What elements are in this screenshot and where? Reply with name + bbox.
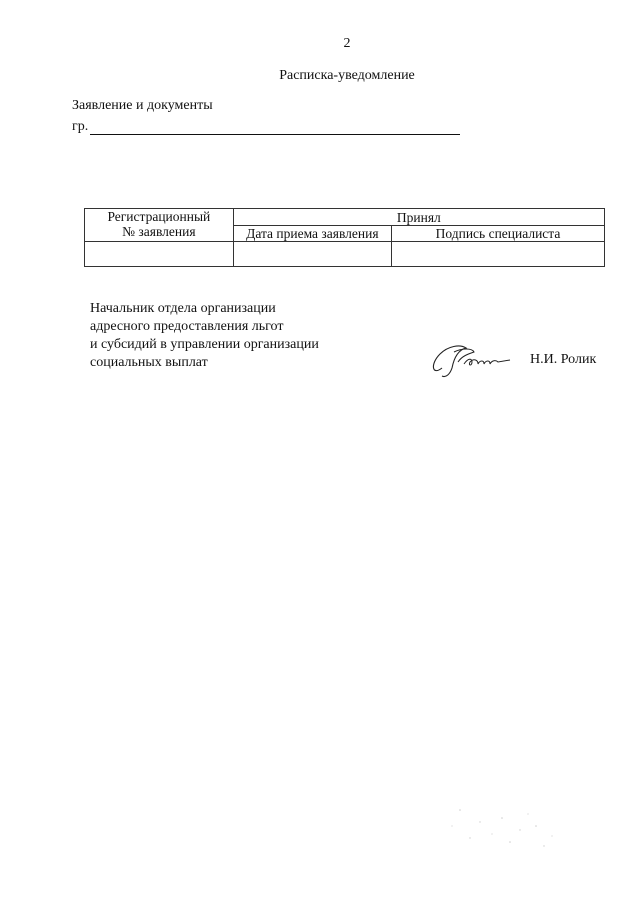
signer-position: [90, 300, 319, 372]
header-registration-number: [85, 209, 234, 242]
citizen-line: [72, 119, 460, 135]
header-registration-line1: Регистрационный: [107, 209, 211, 224]
signer-position-line: и субсидий в управлении организации: [90, 337, 319, 352]
table-cell: [85, 242, 234, 267]
scan-artifacts: [440, 790, 570, 860]
citizen-prefix: гр.: [72, 119, 89, 134]
signer-position-line: адресного предоставления льгот: [90, 319, 284, 334]
signer-name: Н.И. Ролик: [530, 352, 597, 367]
signer-position-line: Начальник отдела организации: [90, 301, 276, 316]
page-number: 2: [343, 36, 351, 51]
header-date: Дата приема заявления: [233, 226, 391, 242]
header-signature: Подпись специалиста: [391, 226, 604, 242]
document-title: Расписка-уведомление: [279, 68, 415, 83]
table-cell: [233, 242, 391, 267]
citizen-name-blank: [90, 120, 460, 135]
table-cell: [391, 242, 604, 267]
header-registration-line2: № заявления: [122, 224, 196, 239]
signer-position-line: социальных выплат: [90, 355, 208, 370]
table-row: [85, 242, 605, 267]
handwritten-signature: [428, 338, 514, 380]
receipt-table: [84, 208, 605, 267]
header-accepted: Принял: [233, 209, 604, 226]
intro-text: Заявление и документы: [72, 98, 213, 113]
